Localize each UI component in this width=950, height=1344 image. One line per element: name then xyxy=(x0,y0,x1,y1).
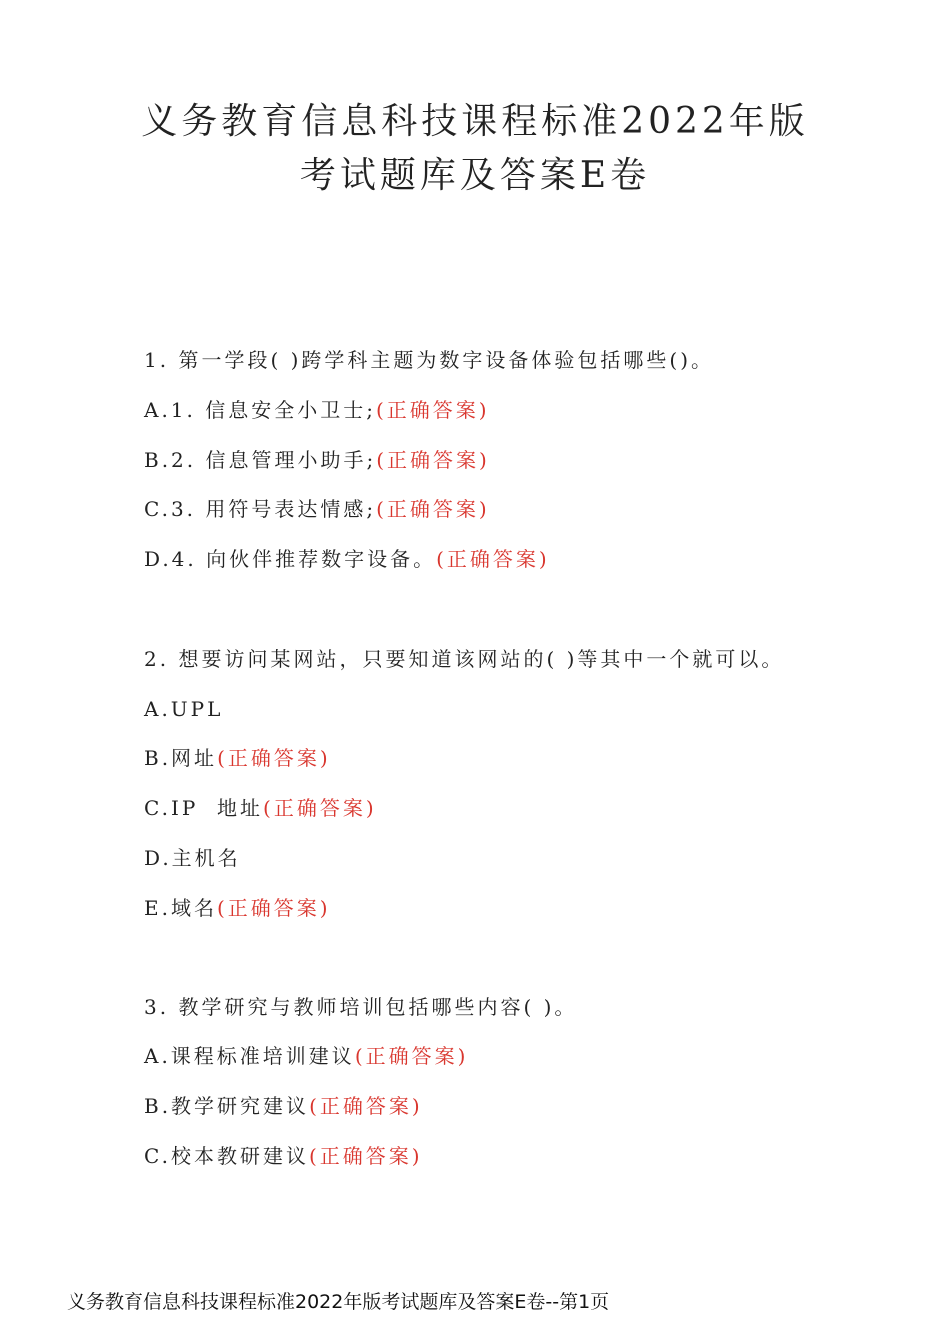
question-3-stem: 3. 教学研究与教师培训包括哪些内容( )。 xyxy=(144,995,578,1019)
question-1-option-c xyxy=(144,497,490,521)
option-text: A.课程标准培训建议 xyxy=(144,1044,355,1068)
correct-answer-marker: (正确答案) xyxy=(217,746,331,770)
page-subtitle: 考试题库及答案E卷 xyxy=(299,155,651,196)
option-text: E.域名 xyxy=(144,896,217,920)
correct-answer-marker: (正确答案) xyxy=(436,547,550,571)
option-text: A.1. 信息安全小卫士; xyxy=(144,398,376,422)
correct-answer-marker: (正确答案) xyxy=(308,1144,423,1168)
option-text: C.校本教研建议 xyxy=(144,1144,309,1168)
question-3-option-a xyxy=(144,1044,468,1068)
option-text: D.主机名 xyxy=(144,846,241,870)
question-3-option-c xyxy=(144,1144,423,1168)
question-2-option-a xyxy=(144,697,223,721)
correct-answer-marker: (正确答案) xyxy=(309,1094,423,1118)
question-1-option-a xyxy=(144,398,490,422)
page-title: 义务教育信息科技课程标准2022年版 xyxy=(141,101,809,142)
page-footer: 义务教育信息科技课程标准2022年版考试题库及答案E卷--第1页 xyxy=(67,1291,610,1313)
question-2-stem: 2. 想要访问某网站，只要知道该网站的( )等其中一个就可以。 xyxy=(144,647,785,671)
question-2-option-b xyxy=(144,746,331,770)
option-text: B.网址 xyxy=(144,746,218,770)
question-1-stem: 1. 第一学段( )跨学科主题为数字设备体验包括哪些()。 xyxy=(144,348,715,372)
question-1-option-d xyxy=(144,547,550,571)
option-text: B.教学研究建议 xyxy=(144,1094,310,1118)
question-2-option-c xyxy=(144,796,377,820)
correct-answer-marker: (正确答案) xyxy=(375,398,490,422)
question-2-option-e xyxy=(144,896,331,920)
correct-answer-marker: (正确答案) xyxy=(216,896,331,920)
correct-answer-marker: (正确答案) xyxy=(263,796,377,820)
question-2-option-d xyxy=(144,846,241,870)
option-text: C.IP 地址 xyxy=(144,796,264,820)
option-text: D.4. 向伙伴推荐数字设备。 xyxy=(144,547,437,571)
option-text: C.3. 用符号表达情感; xyxy=(144,497,377,521)
question-3-option-b xyxy=(144,1094,423,1118)
option-text: A.UPL xyxy=(144,697,224,721)
correct-answer-marker: (正确答案) xyxy=(376,497,490,521)
correct-answer-marker: (正确答案) xyxy=(376,448,490,472)
correct-answer-marker: (正确答案) xyxy=(354,1044,469,1068)
question-1-option-b xyxy=(144,448,490,472)
option-text: B.2. 信息管理小助手; xyxy=(144,448,377,472)
